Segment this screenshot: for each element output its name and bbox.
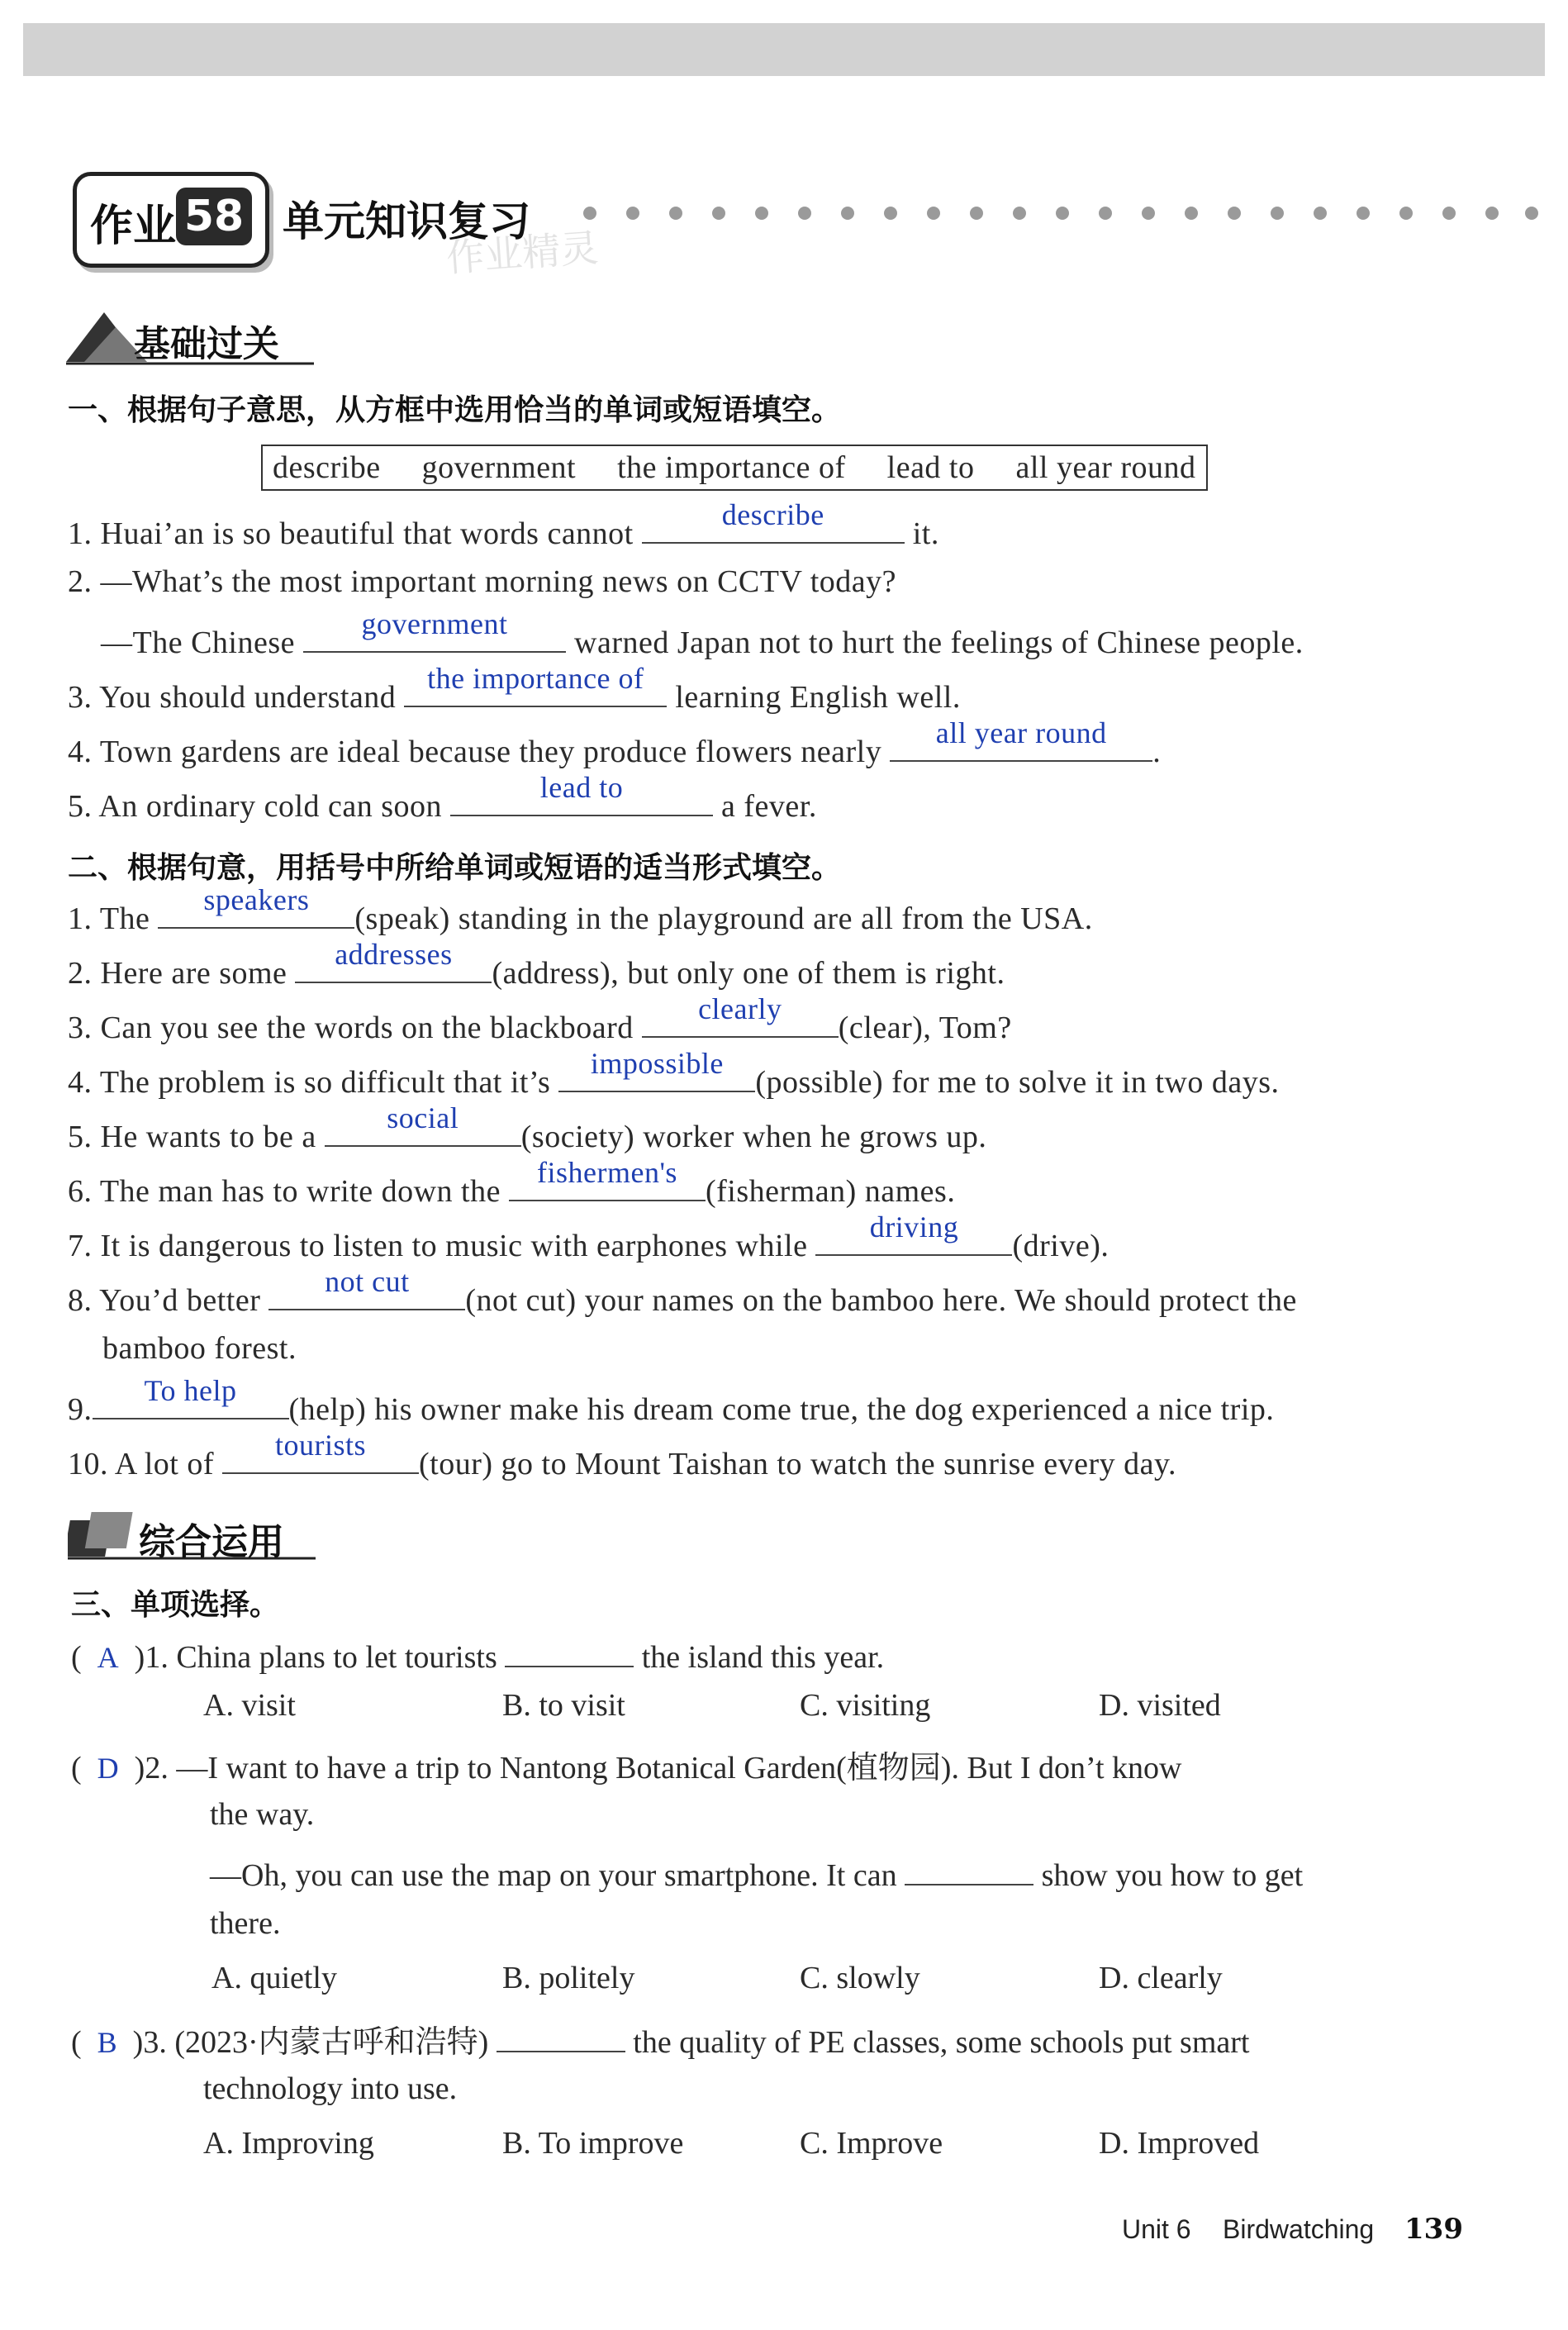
- part1-q2-answer-line: —The Chinese government warned Japan not to hurt the feelings of Chinese people.: [101, 607, 1304, 660]
- word-box-item: all year round: [1015, 450, 1196, 485]
- answer-blank[interactable]: [268, 1265, 465, 1310]
- part2-q8: 8. You’d better not cut (not cut) your names on the bamboo here. We should protect the: [68, 1265, 1297, 1318]
- answer-text: social: [387, 1101, 459, 1134]
- answer-text: tourists: [275, 1429, 367, 1462]
- answer-text: government: [361, 607, 508, 640]
- mc3-option-d[interactable]: D. Improved: [1099, 2126, 1260, 2161]
- answer-blank[interactable]: [642, 992, 839, 1038]
- mc2-option-b[interactable]: B. politely: [502, 1961, 635, 1995]
- mc2-option-a[interactable]: A. quietly: [211, 1961, 337, 1995]
- mc-question-2: ( D )2. —I want to have a trip to Nantong Botanical Garden(植物园). But I don’t know: [71, 1751, 1182, 1786]
- answer-blank[interactable]: [325, 1101, 521, 1147]
- answer-text: addresses: [335, 938, 453, 971]
- section-title-comprehensive: 综合运用: [139, 1521, 284, 1563]
- part2-q5: 5. He wants to be a social (society) worker when he grows up.: [68, 1101, 987, 1154]
- mc2-option-c[interactable]: C. slowly: [800, 1961, 920, 1995]
- part2-instruction: 二、根据句意，用括号中所给单词或短语的适当形式填空。: [68, 851, 842, 885]
- badge-number: 58: [176, 188, 252, 245]
- answer-text: clearly: [698, 992, 782, 1025]
- badge-text: 作业: [90, 202, 177, 251]
- part2-q1: 1. The speakers (speak) standing in the playground are all from the USA.: [68, 883, 1093, 936]
- mc3-option-a[interactable]: A. Improving: [203, 2126, 374, 2161]
- answer-blank[interactable]: [505, 1633, 634, 1667]
- answer-blank[interactable]: [303, 607, 566, 653]
- mc3-stem-continued: technology into use.: [203, 2071, 458, 2106]
- homework-badge: [73, 172, 269, 268]
- part2-q2: 2. Here are some addresses (address), but only one of them is right.: [68, 938, 1005, 991]
- answer-blank[interactable]: [295, 938, 492, 983]
- part1-q2-question: 2. —What’s the most important morning news on CCTV today?: [68, 564, 897, 599]
- mc-answer[interactable]: A: [97, 1641, 119, 1674]
- answer-blank[interactable]: [642, 498, 905, 544]
- watermark: 作业精灵: [444, 225, 600, 281]
- part2-q7: 7. It is dangerous to listen to music with earphones while driving (drive).: [68, 1210, 1109, 1263]
- answer-text: impossible: [590, 1047, 724, 1080]
- mc1-option-b[interactable]: B. to visit: [502, 1688, 625, 1723]
- word-box: [261, 445, 1208, 491]
- answer-blank[interactable]: [404, 662, 667, 707]
- top-gray-band: [23, 23, 1545, 76]
- mc3-option-b[interactable]: B. To improve: [502, 2126, 684, 2161]
- word-box-item: describe: [273, 450, 381, 485]
- part2-q3: 3. Can you see the words on the blackboard clearly (clear), Tom?: [68, 992, 1012, 1045]
- answer-text: driving: [869, 1210, 959, 1243]
- part2-q9: 9. To help (help) his owner make his dream come true, the dog experienced a nice trip.: [68, 1374, 1275, 1427]
- part2-q8-continued: bamboo forest.: [102, 1331, 297, 1366]
- part1-q1: 1. Huai’an is so beautiful that words cannot describe it.: [68, 498, 939, 551]
- part1-q5: 5. An ordinary cold can soon lead to a fever.: [68, 771, 817, 824]
- answer-blank[interactable]: [222, 1429, 419, 1474]
- answer-blank[interactable]: [890, 716, 1152, 762]
- part1-instruction: 一、根据句子意思，从方框中选用恰当的单词或短语填空。: [68, 393, 842, 427]
- part3-instruction: 三、单项选择。: [71, 1588, 280, 1622]
- answer-text: the importance of: [427, 662, 644, 695]
- mc1-option-a[interactable]: A. visit: [203, 1688, 296, 1723]
- mc2-stem-continued: the way.: [210, 1797, 315, 1832]
- mc2-dialogue-end: there.: [210, 1906, 281, 1941]
- mc-answer[interactable]: D: [97, 1752, 119, 1785]
- part2-q6: 6. The man has to write down the fishermen's (fisherman) names.: [68, 1156, 956, 1209]
- answer-text: lead to: [539, 771, 624, 804]
- answer-text: not cut: [325, 1265, 410, 1298]
- answer-blank[interactable]: [905, 1851, 1033, 1885]
- mc-answer[interactable]: B: [97, 2026, 117, 2059]
- part2-q4: 4. The problem is so difficult that it’s impossible (possible) for me to solve it in two days.: [68, 1047, 1280, 1100]
- answer-text: fishermen's: [537, 1156, 677, 1189]
- answer-blank[interactable]: [93, 1374, 289, 1419]
- page-number: 139: [1404, 2213, 1463, 2246]
- answer-blank[interactable]: [158, 883, 354, 929]
- mc-question-3: ( B )3. (2023·内蒙古呼和浩特) the quality of PE classes, some schools put smart: [71, 2016, 1249, 2061]
- answer-text: all year round: [935, 716, 1107, 749]
- mc3-option-c[interactable]: C. Improve: [800, 2126, 943, 2161]
- answer-blank[interactable]: [509, 1156, 706, 1201]
- footer-unit-title: Birdwatching: [1223, 2214, 1375, 2244]
- answer-text: describe: [721, 498, 824, 531]
- word-box-item: government: [421, 450, 577, 485]
- part1-q4: 4. Town gardens are ideal because they produce flowers nearly all year round .: [68, 716, 1162, 769]
- mc1-option-c[interactable]: C. visiting: [800, 1688, 931, 1723]
- mc2-dialogue: —Oh, you can use the map on your smartphone. It can show you how to get: [210, 1851, 1303, 1894]
- word-box-item: the importance of: [617, 450, 846, 485]
- part2-q10: 10. A lot of tourists (tour) go to Mount Taishan to watch the sunrise every day.: [68, 1429, 1177, 1481]
- word-box-item: lead to: [886, 450, 975, 485]
- answer-blank[interactable]: [450, 771, 713, 816]
- footer-unit: Unit 6: [1122, 2214, 1191, 2244]
- page-title: 单元知识复习: [283, 197, 530, 245]
- mc-question-1: ( A )1. China plans to let tourists the island this year.: [71, 1633, 884, 1676]
- answer-text: To help: [144, 1374, 237, 1407]
- answer-blank[interactable]: [558, 1047, 755, 1092]
- mc2-option-d[interactable]: D. clearly: [1099, 1961, 1223, 1995]
- answer-text: speakers: [203, 883, 310, 916]
- section-title-basic: 基础过关: [134, 323, 279, 365]
- mc1-option-d[interactable]: D. visited: [1099, 1688, 1221, 1723]
- answer-blank[interactable]: [497, 2018, 625, 2052]
- answer-blank[interactable]: [815, 1210, 1012, 1256]
- part1-q3: 3. You should understand the importance of learning English well.: [68, 662, 961, 715]
